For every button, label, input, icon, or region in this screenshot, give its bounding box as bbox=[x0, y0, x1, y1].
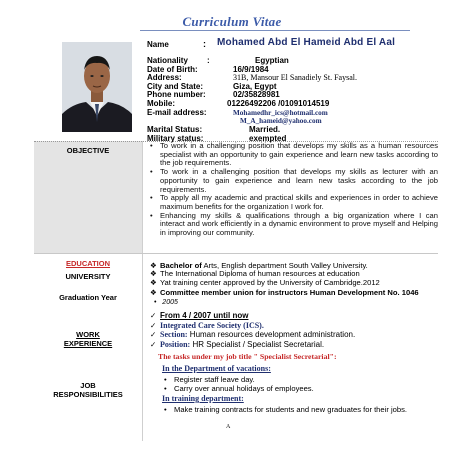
education-item: ❖ Yat training center approved by the University of Cambridge.2012 bbox=[150, 277, 380, 287]
mobile-label: Mobile: bbox=[147, 98, 175, 108]
work-position: ✓ Position: HR Specialist / Specialist Secretarial. bbox=[150, 339, 325, 349]
diamond-bullet-icon: ❖ bbox=[150, 277, 157, 287]
name-value: Mohamed Abd El Hameid Abd El Aal bbox=[217, 37, 396, 48]
profile-photo-image bbox=[62, 42, 132, 132]
military-value: exempted bbox=[249, 133, 287, 143]
objective-label: OBJECTIVE bbox=[66, 146, 110, 155]
education-label: EDUCATION bbox=[65, 259, 111, 268]
work-experience-label: WORK EXPERIENCE bbox=[63, 330, 113, 348]
address-label: Address: bbox=[147, 73, 182, 82]
title-underline bbox=[140, 30, 410, 31]
job-responsibilities-label: JOB RESPONSIBILITIES bbox=[53, 381, 123, 399]
graduation-year-label: Graduation Year bbox=[59, 293, 117, 302]
name-colon: : bbox=[203, 39, 206, 49]
bullet-icon: • bbox=[150, 210, 153, 220]
page-footer-mark: A bbox=[226, 424, 231, 430]
check-icon: ✓ bbox=[150, 330, 157, 340]
nationality-value: Egyptian bbox=[255, 56, 289, 65]
vacations-list bbox=[162, 375, 438, 393]
marital-label: Marital Status: bbox=[147, 125, 203, 134]
phone-label: Phone number: bbox=[147, 90, 206, 99]
diamond-bullet-icon: ❖ bbox=[150, 288, 157, 298]
nationality-label: Nationality bbox=[147, 56, 188, 65]
objective-item: • To work in a challenging position that develops my skills as lecturer with an opportunity to gain experience and learn new tasks according to the job requirements. bbox=[150, 167, 438, 194]
cv-title: Curriculum Vitae bbox=[182, 14, 282, 29]
bullet-icon: • bbox=[150, 141, 153, 150]
list-item: • Register staff leave day. bbox=[164, 375, 255, 384]
profile-photo bbox=[62, 42, 132, 132]
address-value: 31B, Mansour El Sanadiely St. Faysal. bbox=[233, 73, 357, 82]
bullet-icon: • bbox=[154, 299, 157, 306]
work-period: ✓ From 4 / 2007 until now bbox=[150, 311, 249, 320]
objective-label-cell bbox=[34, 141, 142, 253]
marital-value: Married. bbox=[249, 125, 281, 134]
list-item: • Make training contracts for students and new graduates for their jobs. bbox=[164, 405, 407, 414]
graduation-year-value: • 2005 bbox=[154, 299, 178, 306]
work-section: ✓ Section: Human resources development administration. bbox=[150, 330, 356, 340]
education-list bbox=[148, 262, 438, 298]
dob-value: 16/9/1984 bbox=[233, 64, 269, 74]
bullet-icon: • bbox=[164, 375, 167, 384]
education-item: ❖ The International Diploma of human resources at education bbox=[150, 269, 360, 279]
bullet-icon: • bbox=[150, 167, 153, 177]
bullet-icon: • bbox=[150, 193, 153, 203]
vacations-subheading: In the Department of vacations: bbox=[162, 364, 271, 373]
objective-item: • To work in a challenging position that develops my skills as a human resources specialist with an opportunity to gain experience and learn new tasks according to the job requirements. bbox=[150, 141, 438, 168]
check-icon: ✓ bbox=[150, 311, 157, 320]
dob-label: Date of Birth: bbox=[147, 64, 198, 74]
training-list bbox=[162, 405, 438, 414]
check-icon: ✓ bbox=[150, 339, 157, 349]
bullet-icon: • bbox=[164, 384, 167, 394]
list-item: • Carry over annual holidays of employees. bbox=[164, 384, 314, 394]
education-item: ❖ Bachelor of Arts, English department South Valley University. bbox=[150, 261, 368, 270]
work-company: ✓ Integrated Care Society (ICS). bbox=[150, 320, 264, 330]
nationality-sep: : bbox=[207, 56, 210, 65]
bullet-icon: • bbox=[164, 405, 167, 414]
diamond-bullet-icon: ❖ bbox=[150, 269, 157, 279]
mobile-value: 01226492206 /01091014519 bbox=[227, 98, 330, 108]
city-value: Giza, Egypt bbox=[233, 81, 277, 91]
objective-list bbox=[148, 142, 438, 238]
tasks-title: The tasks under my job title " Specialist Secretarial": bbox=[158, 352, 337, 361]
section-divider-education bbox=[34, 253, 438, 254]
training-subheading: In training department: bbox=[162, 394, 244, 403]
check-icon: ✓ bbox=[150, 320, 157, 330]
column-divider bbox=[142, 141, 143, 441]
name-row bbox=[147, 37, 447, 52]
city-label: City and State: bbox=[147, 81, 204, 91]
phone-value: 02/35828981 bbox=[233, 90, 280, 99]
email-primary[interactable]: Mohamedhr_ics@hotmail.com bbox=[233, 108, 328, 117]
objective-item: • Enhancing my skills & qualifications through a big organization where I can interact and work efficiently in a dynamic environment to prove myself and Helping in improving our community. bbox=[150, 210, 438, 238]
work-experience bbox=[148, 311, 438, 349]
objective-item: • To apply all my academic and practical skills and experiences in order to achieve maximum benefits for the organization I work for. bbox=[150, 193, 438, 211]
military-label: Military status: bbox=[147, 133, 204, 143]
name-label: Name bbox=[147, 40, 169, 49]
university-label: UNIVERSITY bbox=[65, 272, 111, 281]
email-secondary[interactable]: M_A_hameid@yahoo.com bbox=[240, 117, 322, 125]
email-label: E-mail address: bbox=[147, 107, 207, 117]
education-item: ❖ Committee member union for instructors Human Development No. 1046 bbox=[150, 288, 419, 298]
diamond-bullet-icon: ❖ bbox=[150, 261, 157, 270]
